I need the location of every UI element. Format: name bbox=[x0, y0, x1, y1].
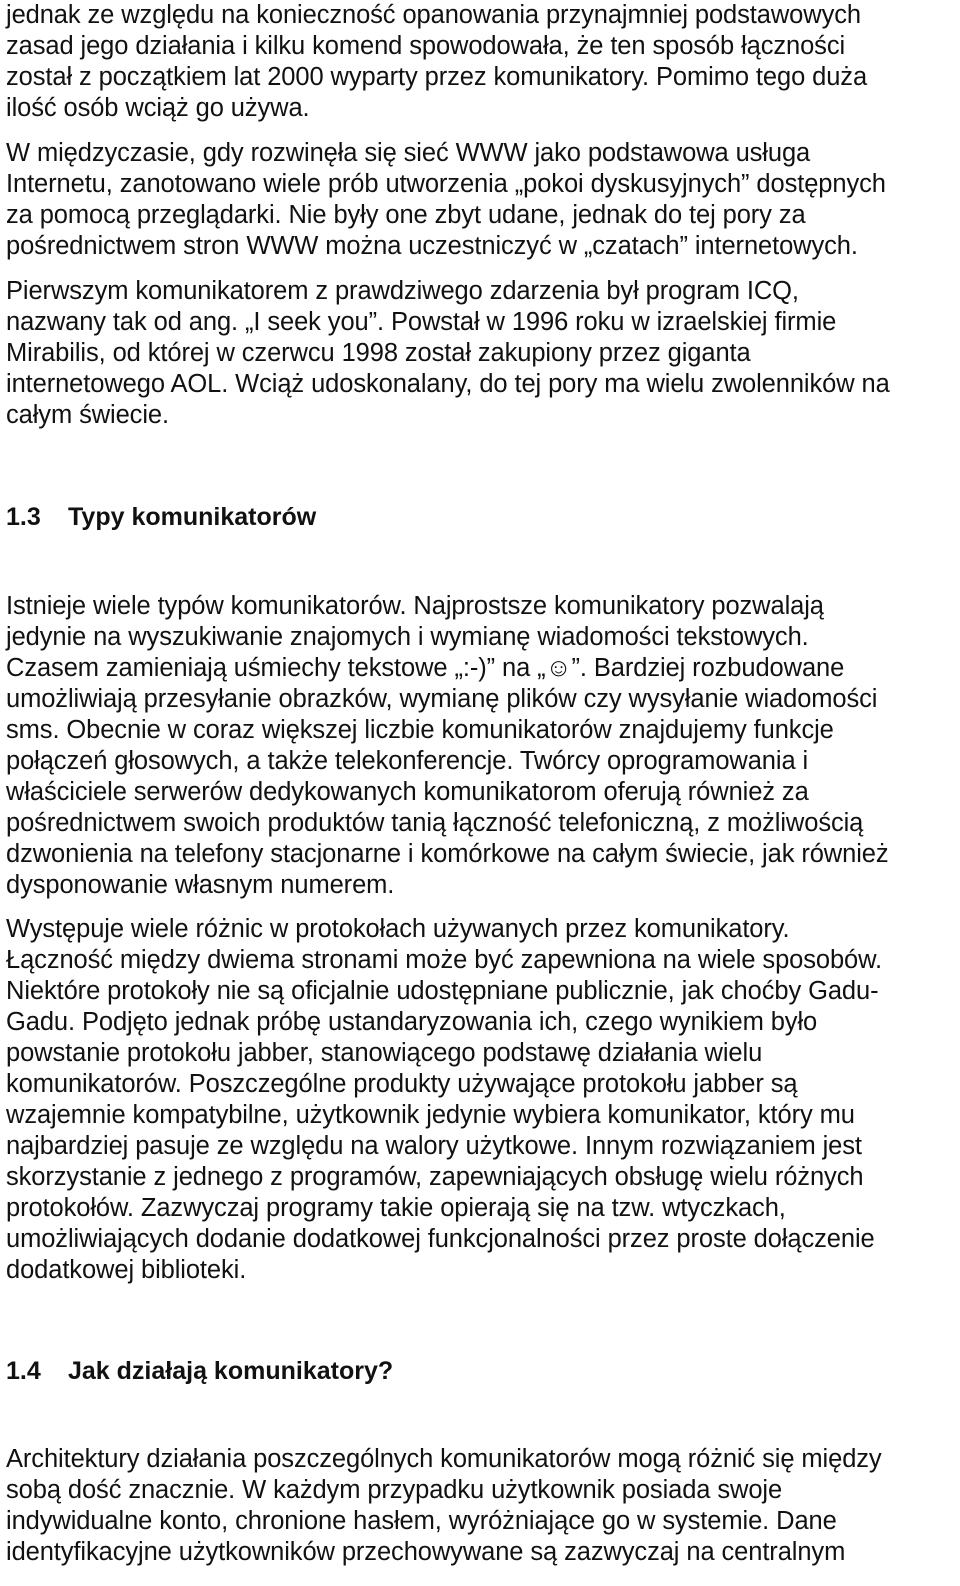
paragraph-2-line-2: Internetu, zanotowano wiele prób utworzenia „pokoi dyskusyjnych” dostępnych bbox=[6, 170, 886, 198]
section-1-3-p2-line-8: najbardziej pasuje ze względu na walory użytkowe. Innym rozwiązaniem jest bbox=[6, 1132, 862, 1160]
section-1-3-p2-line-5: powstanie protokołu jabber, stanowiącego podstawę działania wielu bbox=[6, 1039, 763, 1067]
paragraph-2-line-1: W międzyczasie, gdy rozwinęła się sieć WWW jako podstawowa usługa bbox=[6, 139, 811, 167]
paragraph-3-line-5: całym świecie. bbox=[6, 401, 169, 429]
section-1-3-p2-line-9: skorzystanie z jednego z programów, zapewniających obsługę wielu różnych bbox=[6, 1163, 864, 1191]
section-1-3-p2-line-2: Łączność między dwiema stronami może być zapewniona na wiele sposobów. bbox=[6, 946, 883, 974]
section-title: Jak działają komunikatory? bbox=[68, 1357, 394, 1385]
paragraph-1-line-3: został z początkiem lat 2000 wyparty przez komunikatory. Pomimo tego duża bbox=[6, 63, 868, 91]
section-1-4-p1-line-4: identyfikacyjne użytkowników przechowywane są zazwyczaj na centralnym bbox=[6, 1538, 846, 1566]
section-1-3-p1-line-1: Istnieje wiele typów komunikatorów. Najprostsze komunikatory pozwalają bbox=[6, 592, 824, 620]
section-1-4-p1-line-2: sobą dość znacznie. W każdym przypadku użytkownik posiada swoje bbox=[6, 1476, 783, 1504]
section-1-3-p2-line-10: protokołów. Zazwyczaj programy takie opierają się na tzw. wtyczkach, bbox=[6, 1194, 786, 1222]
section-1-3-p2-line-12: dodatkowej biblioteki. bbox=[6, 1256, 247, 1284]
paragraph-3-line-2: nazwany tak od ang. „I seek you”. Powstał w 1996 roku w izraelskiej firmie bbox=[6, 308, 837, 336]
section-1-3-p2-line-7: wzajemnie kompatybilne, użytkownik jedynie wybiera komunikator, który mu bbox=[6, 1101, 855, 1129]
section-heading-1-4 bbox=[6, 1356, 393, 1386]
section-number: 1.3 bbox=[6, 503, 41, 531]
paragraph-3-line-3: Mirabilis, od której w czerwcu 1998 został zakupiony przez giganta bbox=[6, 339, 751, 367]
paragraph-1-line-2: zasad jego działania i kilku komend spowodowała, że ten sposób łączności bbox=[6, 32, 846, 60]
paragraph-1-line-1: jednak ze względu na konieczność opanowania przynajmniej podstawowych bbox=[6, 1, 861, 29]
section-1-3-p1-line-4: umożliwiają przesyłanie obrazków, wymianę plików czy wysyłanie wiadomości bbox=[6, 685, 878, 713]
paragraph-3-line-1: Pierwszym komunikatorem z prawdziwego zdarzenia był program ICQ, bbox=[6, 277, 799, 305]
section-1-3-p1-line-7: właściciele serwerów dedykowanych komunikatorom oferują również za bbox=[6, 778, 809, 806]
section-1-3-p1-line-5: sms. Obecnie w coraz większej liczbie komunikatorów znajdujemy funkcje bbox=[6, 716, 834, 744]
section-1-3-p1-line-10: dysponowanie własnym numerem. bbox=[6, 871, 395, 899]
paragraph-1-line-4: ilość osób wciąż go używa. bbox=[6, 94, 310, 122]
section-number: 1.4 bbox=[6, 1357, 41, 1385]
section-1-3-p2-line-4: Gadu. Podjęto jednak próbę ustandaryzowania ich, czego wynikiem było bbox=[6, 1008, 818, 1036]
section-1-4-p1-line-3: indywidualne konto, chronione hasłem, wyróżniające go w systemie. Dane bbox=[6, 1507, 837, 1535]
section-1-3-p1-line-6: połączeń głosowych, a także telekonferencje. Twórcy oprogramowania i bbox=[6, 747, 809, 775]
section-heading-1-3 bbox=[6, 502, 316, 532]
section-1-3-p2-line-3: Niektóre protokoły nie są oficjalnie udostępniane publicznie, jak choćby Gadu- bbox=[6, 977, 879, 1005]
paragraph-3-line-4: internetowego AOL. Wciąż udoskonalany, do tej pory ma wielu zwolenników na bbox=[6, 370, 890, 398]
section-1-3-p1-line-9: dzwonienia na telefony stacjonarne i komórkowe na całym świecie, jak również bbox=[6, 840, 889, 868]
section-1-3-p1-line-8: pośrednictwem swoich produktów tanią łączność telefoniczną, z możliwością bbox=[6, 809, 864, 837]
section-1-3-p2-line-11: umożliwiających dodanie dodatkowej funkcjonalności przez proste dołączenie bbox=[6, 1225, 875, 1253]
paragraph-2-line-4: pośrednictwem stron WWW można uczestniczyć w „czatach” internetowych. bbox=[6, 232, 858, 260]
section-title: Typy komunikatorów bbox=[68, 503, 317, 531]
section-1-3-p2-line-6: komunikatorów. Poszczególne produkty używające protokołu jabber są bbox=[6, 1070, 798, 1098]
paragraph-2-line-3: za pomocą przeglądarki. Nie były one zbyt udane, jednak do tej pory za bbox=[6, 201, 806, 229]
section-1-3-p1-line-3: Czasem zamieniają uśmiechy tekstowe „:-)” na „☺”. Bardziej rozbudowane bbox=[6, 654, 845, 682]
section-1-3-p1-line-2: jedynie na wyszukiwanie znajomych i wymianę wiadomości tekstowych. bbox=[6, 623, 809, 651]
section-1-4-p1-line-1: Architektury działania poszczególnych komunikatorów mogą różnić się między bbox=[6, 1445, 882, 1473]
section-1-3-p2-line-1: Występuje wiele różnic w protokołach używanych przez komunikatory. bbox=[6, 915, 790, 943]
